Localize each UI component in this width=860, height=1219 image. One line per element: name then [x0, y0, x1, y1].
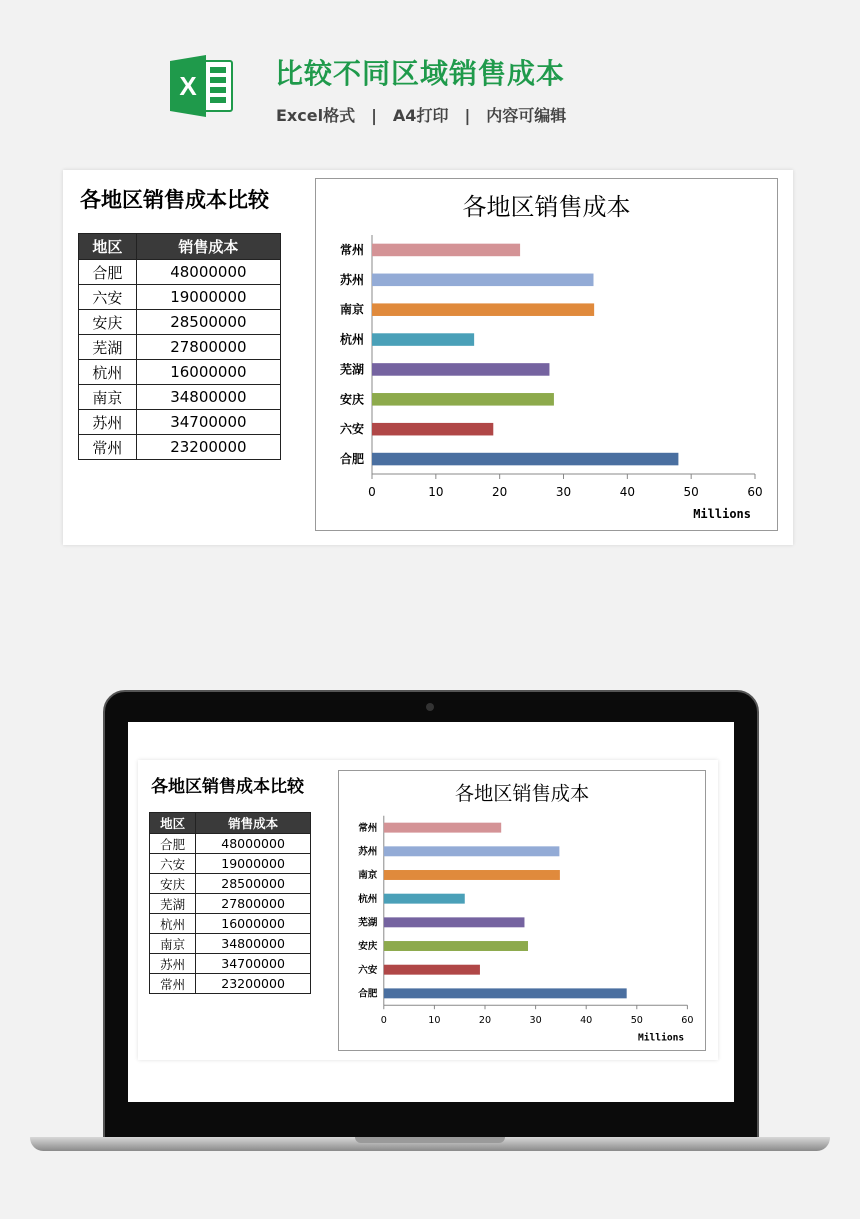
x-tick-label: 50	[630, 1014, 643, 1026]
cell-cost: 34700000	[136, 410, 280, 435]
subtitle-format: Excel格式	[276, 106, 356, 125]
cell-cost: 16000000	[196, 914, 311, 934]
data-table	[78, 233, 281, 460]
x-tick-label: 50	[683, 485, 699, 499]
table-row	[150, 934, 311, 954]
bar-杭州	[372, 333, 474, 346]
bar-南京	[384, 870, 560, 880]
cell-cost: 34800000	[136, 385, 280, 410]
table-row	[79, 435, 281, 460]
x-tick-label: 10	[428, 1014, 441, 1026]
category-label: 合肥	[358, 988, 378, 1000]
bar-常州	[372, 244, 520, 257]
screen-spreadsheet-preview	[138, 760, 718, 1060]
bar-苏州	[384, 846, 560, 856]
cell-region: 六安	[150, 854, 196, 874]
chart-svg	[339, 771, 705, 1050]
x-tick-label: 40	[580, 1014, 593, 1026]
x-tick-label: 60	[747, 485, 763, 499]
column-header-region: 地区	[150, 813, 196, 834]
x-tick-label: 40	[619, 485, 635, 499]
table-row	[79, 385, 281, 410]
cell-region: 杭州	[79, 360, 137, 385]
table-row	[150, 894, 311, 914]
bar-chart	[315, 178, 778, 531]
laptop-notch	[355, 1137, 505, 1143]
cell-region: 苏州	[150, 954, 196, 974]
cell-cost: 34700000	[196, 954, 311, 974]
table-row	[150, 874, 311, 894]
category-label: 苏州	[339, 272, 364, 287]
cell-cost: 34800000	[196, 934, 311, 954]
bar-芜湖	[372, 363, 549, 376]
bar-苏州	[372, 274, 594, 287]
cell-region: 常州	[79, 435, 137, 460]
category-label: 安庆	[358, 941, 378, 953]
unit-label: Millions	[693, 507, 751, 521]
table-row	[79, 285, 281, 310]
cell-cost: 27800000	[196, 894, 311, 914]
table-row	[79, 410, 281, 435]
category-label: 南京	[358, 870, 378, 882]
bar-合肥	[384, 988, 627, 998]
x-tick-label: 30	[529, 1014, 542, 1026]
table-row	[79, 310, 281, 335]
cell-region: 合肥	[79, 260, 137, 285]
category-label: 南京	[339, 302, 364, 317]
unit-label: Millions	[637, 1032, 685, 1044]
x-tick-label: 20	[492, 485, 508, 499]
bar-chart	[338, 770, 706, 1051]
bar-六安	[384, 965, 480, 975]
table-row	[150, 914, 311, 934]
cell-cost: 23200000	[136, 435, 280, 460]
subtitle-separator: |	[371, 106, 377, 125]
bar-芜湖	[384, 917, 525, 927]
x-tick-label: 20	[478, 1014, 492, 1026]
bar-安庆	[372, 393, 554, 406]
category-label: 芜湖	[339, 362, 364, 377]
subtitle-print: A4打印	[392, 106, 449, 125]
category-label: 杭州	[339, 332, 364, 347]
cell-cost: 23200000	[196, 974, 311, 994]
table-row	[150, 834, 311, 854]
table-header-row	[79, 234, 281, 260]
table-header-row	[150, 813, 311, 834]
camera-icon	[426, 703, 434, 711]
cell-region: 六安	[79, 285, 137, 310]
page-title: 比较不同区域销售成本	[275, 57, 566, 90]
category-label: 常州	[339, 242, 364, 257]
bar-常州	[384, 823, 501, 833]
cell-region: 安庆	[79, 310, 137, 335]
cell-cost: 28500000	[136, 310, 280, 335]
category-label: 常州	[358, 822, 378, 834]
x-tick-label: 60	[681, 1014, 694, 1026]
cell-region: 南京	[150, 934, 196, 954]
cell-cost: 48000000	[136, 260, 280, 285]
bar-六安	[372, 423, 493, 436]
column-header-cost: 销售成本	[136, 234, 280, 260]
cell-region: 苏州	[79, 410, 137, 435]
column-header-region: 地区	[79, 234, 137, 260]
cell-cost: 19000000	[196, 854, 311, 874]
x-tick-label: 10	[428, 485, 444, 499]
category-label: 六安	[358, 964, 378, 976]
column-header-cost: 销售成本	[196, 813, 311, 834]
cell-cost: 27800000	[136, 335, 280, 360]
cell-region: 安庆	[150, 874, 196, 894]
table-row	[79, 335, 281, 360]
category-label: 苏州	[358, 846, 378, 858]
category-label: 杭州	[358, 893, 378, 905]
cell-region: 合肥	[150, 834, 196, 854]
cell-cost: 16000000	[136, 360, 280, 385]
cell-region: 南京	[79, 385, 137, 410]
sheet-title: 各地区销售成本比较	[151, 777, 304, 797]
cell-cost: 28500000	[196, 874, 311, 894]
chart-title: 各地区销售成本	[462, 193, 631, 221]
cell-region: 芜湖	[150, 894, 196, 914]
spreadsheet-preview	[63, 170, 793, 545]
category-label: 六安	[339, 422, 364, 437]
category-label: 安庆	[339, 392, 364, 407]
table-row	[150, 954, 311, 974]
bar-杭州	[384, 894, 465, 904]
category-label: 合肥	[339, 452, 364, 467]
chart-svg	[316, 179, 777, 530]
bar-安庆	[384, 941, 528, 951]
cell-region: 常州	[150, 974, 196, 994]
table-row	[79, 260, 281, 285]
x-tick-label: 0	[380, 1014, 387, 1026]
chart-title: 各地区销售成本	[454, 781, 590, 805]
cell-region: 杭州	[150, 914, 196, 934]
table-row	[150, 974, 311, 994]
x-tick-label: 0	[368, 485, 376, 499]
page-header	[0, 0, 860, 150]
x-tick-label: 30	[555, 485, 572, 499]
cell-region: 芜湖	[79, 335, 137, 360]
table-row	[79, 360, 281, 385]
data-table	[149, 812, 311, 994]
sheet-title: 各地区销售成本比较	[80, 188, 269, 212]
excel-logo-icon	[170, 55, 234, 117]
subtitle-separator: |	[464, 106, 471, 125]
logo-letter: X	[179, 71, 197, 101]
bar-合肥	[372, 453, 678, 466]
table-row	[150, 854, 311, 874]
subtitle-editable: 内容可编辑	[486, 106, 567, 125]
bar-南京	[372, 303, 594, 316]
page-subtitle	[276, 103, 566, 126]
cell-cost: 19000000	[136, 285, 280, 310]
cell-cost: 48000000	[196, 834, 311, 854]
category-label: 芜湖	[358, 917, 378, 929]
